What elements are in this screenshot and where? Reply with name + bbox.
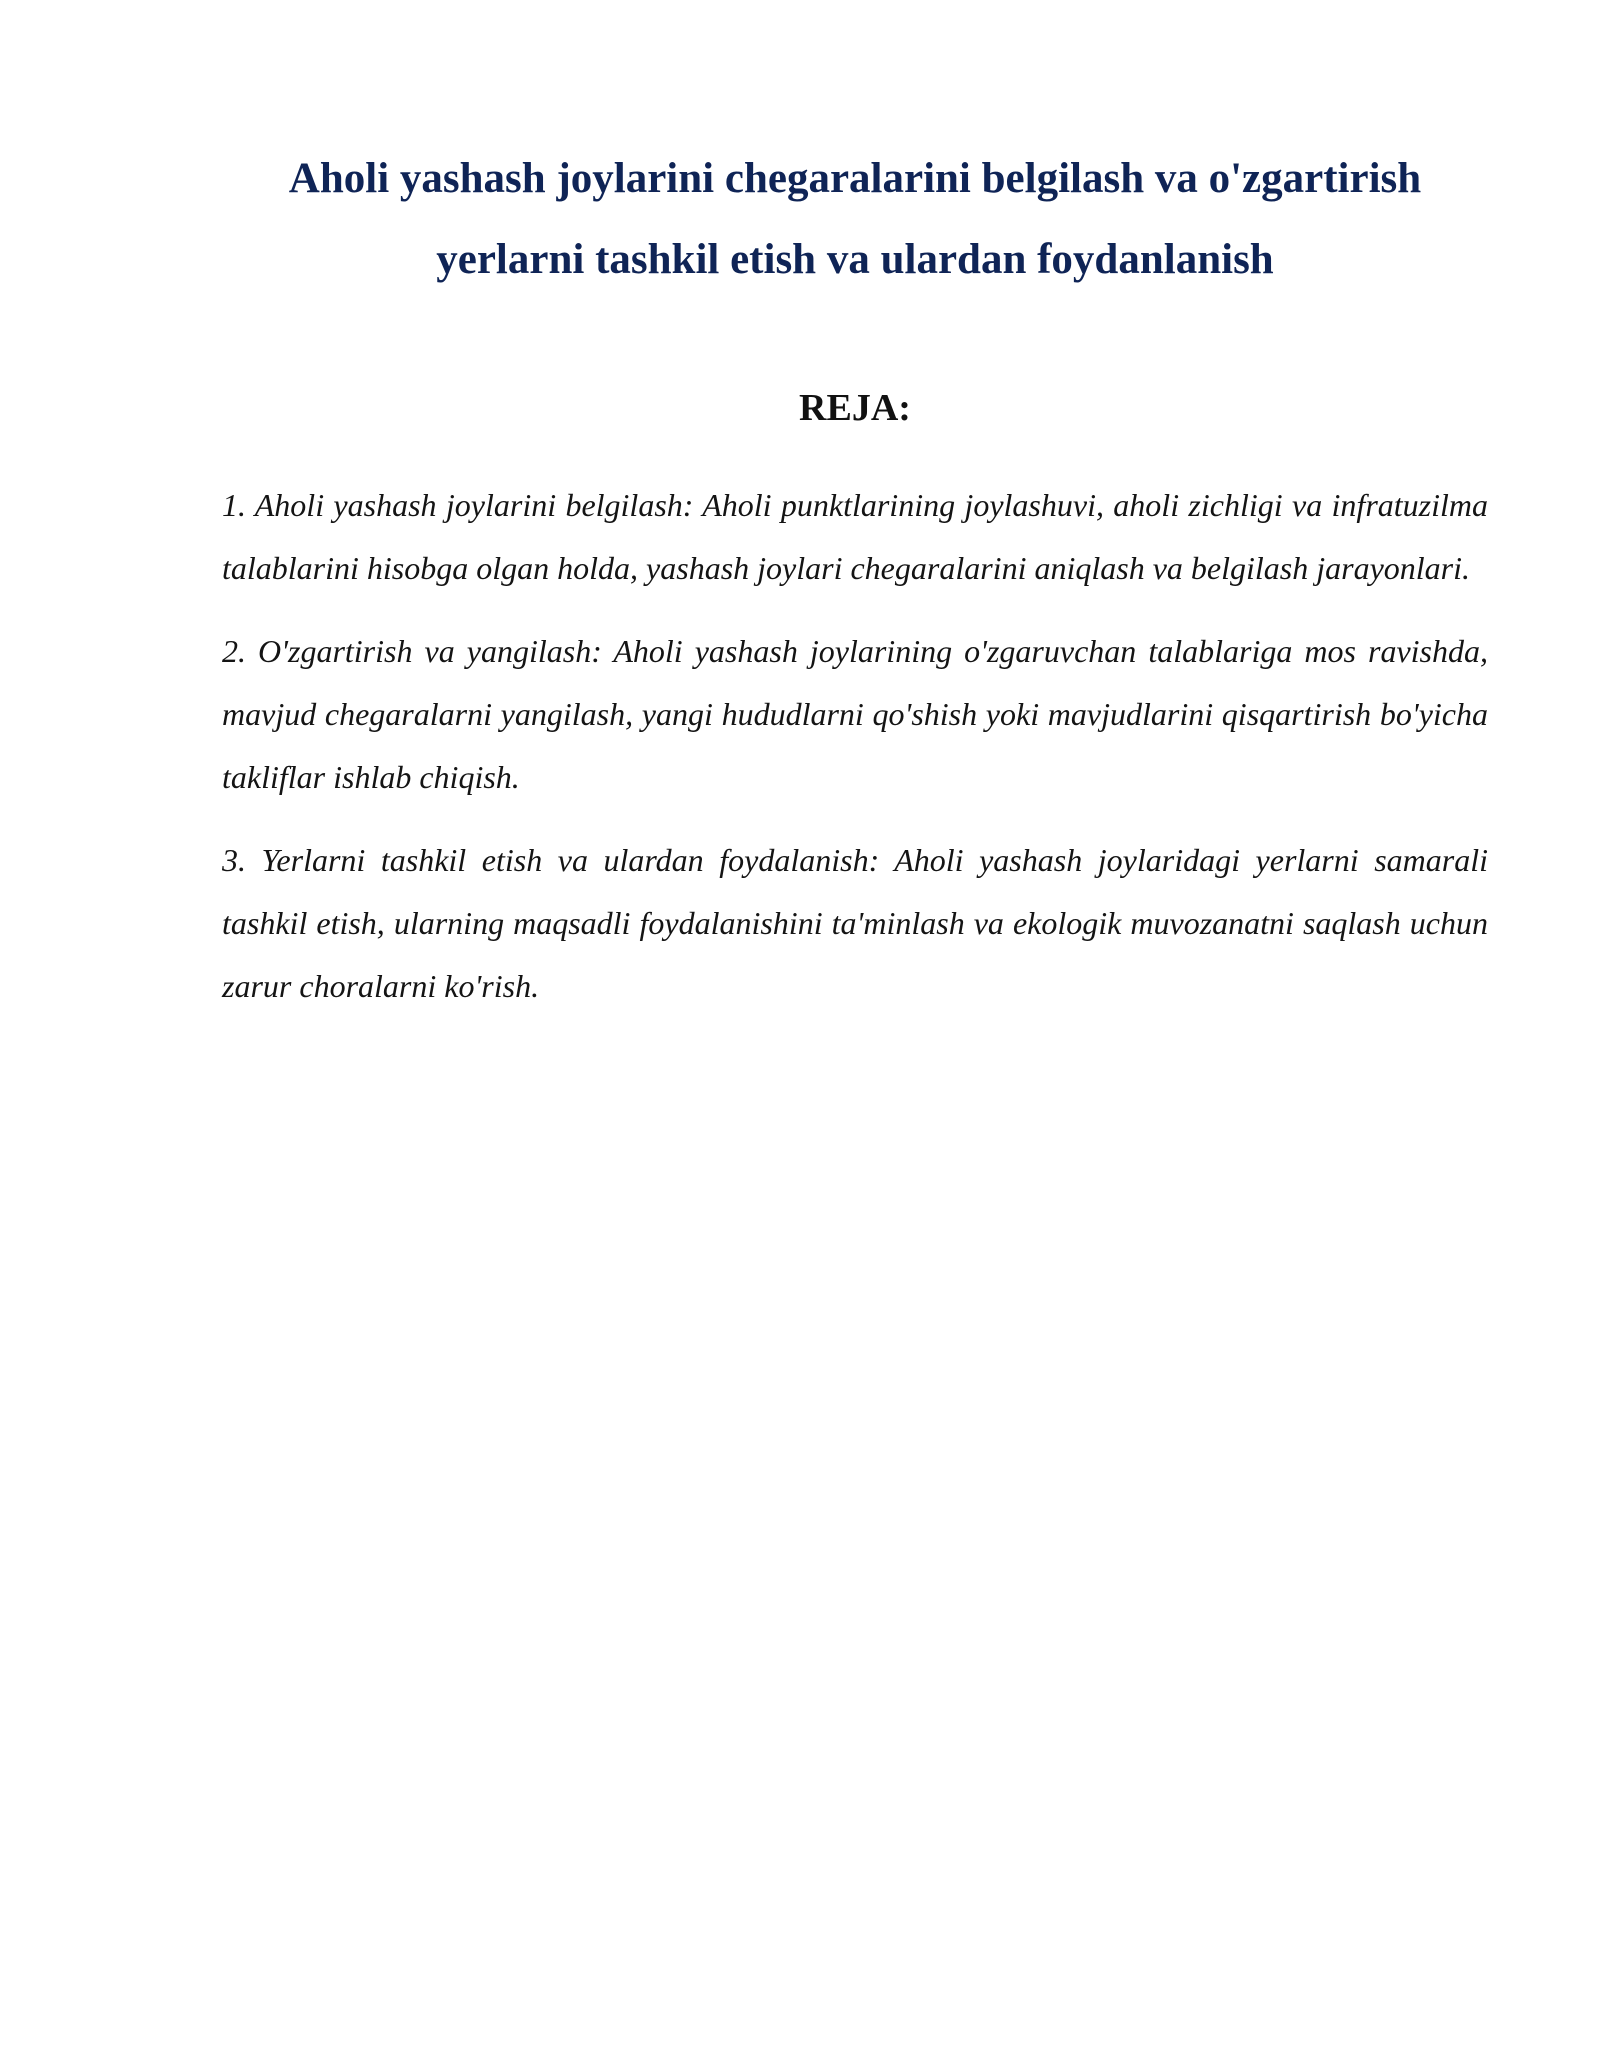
title-line-2: yerlarni tashkil etish va ulardan foydanlanish xyxy=(436,236,1274,283)
plan-item-1: 1. Aholi yashash joylarini belgilash: Aholi punktlarining joylashuvi, aholi zichligi va infratuzilma talablarini hisobga olgan holda, yashash joylari chegaralarini aniqlash va belgilash jarayonlari. xyxy=(222,487,1488,586)
plan-item-2: 2. O'zgartirish va yangilash: Aholi yashash joylarining o'zgaruvchan talablariga mos ravishda, mavjud chegaralarni yangilash, yangi hududlarni qo'shish yoki mavjudlarini qisqartirish bo'yicha takliflar ishlab chiqish. xyxy=(222,633,1488,795)
document-title xyxy=(210,138,1500,300)
plan-item-3: 3. Yerlarni tashkil etish va ulardan foydalanish: Aholi yashash joylaridagi yerlarni samarali tashkil etish, ularning maqsadli foydalanishini ta'minlash va ekologik muvozanatni saqlash uchun zarur choralarni ko'rish. xyxy=(222,842,1488,1004)
plan-list xyxy=(222,474,1488,1038)
title-line-1: Aholi yashash joylarini chegaralarini belgilash va o'zgartirish xyxy=(288,155,1422,202)
plan-heading: REJA: xyxy=(799,387,911,429)
